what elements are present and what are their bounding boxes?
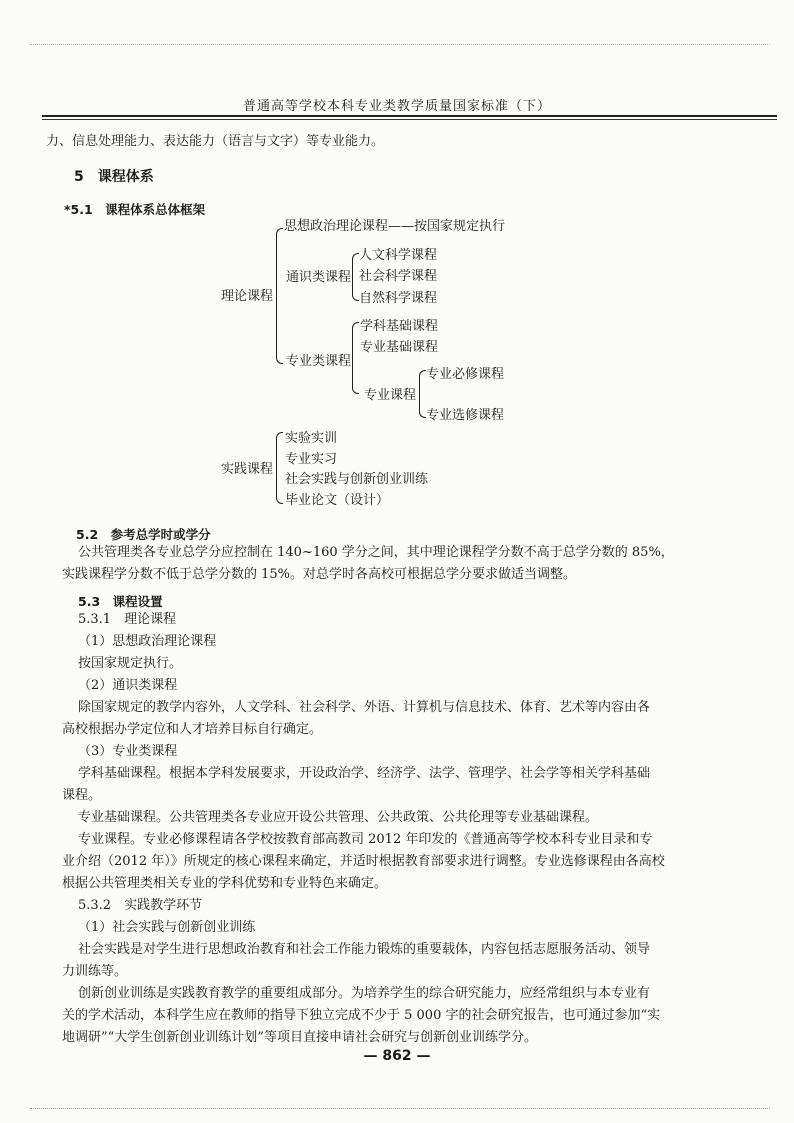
section-5-3-1-heading: 5.3.1 理论课程 (78, 612, 177, 627)
tree-thesis: 毕业论文（设计） (285, 493, 390, 508)
s52-line-1: 公共管理类各专业总学分应控制在 140~160 学分之间，其中理论课程学分数不高于总学分数的 85%， (78, 545, 674, 560)
tree-natural: 自然科学课程 (359, 291, 438, 306)
tree-elective: 专业选修课程 (426, 408, 505, 423)
section-5-heading: 5 课程体系 (74, 169, 154, 185)
tree-social-practice: 社会实践与创新创业训练 (285, 472, 429, 487)
tree-practice-root: 实践课程 (221, 462, 274, 477)
s52-line-2: 实践课程学分数不低于总学分数的 15%。对总学时各高校可根据总学分要求做适当调整。 (62, 567, 577, 582)
tree-major-course: 专业课程 (364, 388, 417, 403)
brace-general (352, 253, 359, 301)
scan-edge-bottom (30, 1108, 770, 1109)
item3-line-4: 专业课程。专业必修课程请各学校按教育部高教司 2012 年印发的《普通高等学校本科专业目录和专 (78, 832, 653, 847)
section-5-2-heading: 5.2 参考总学时或学分 (76, 527, 211, 542)
practice-item1-title: （1）社会实践与创新创业训练 (78, 920, 256, 935)
brace-major-cat (352, 322, 359, 394)
item3-line-2: 课程。 (62, 788, 102, 803)
tree-general: 通识类课程 (286, 270, 352, 285)
tree-humanities: 人文科学课程 (359, 248, 438, 263)
tree-major-basic: 专业基础课程 (360, 340, 439, 355)
practice-line-2: 力训练等。 (62, 964, 128, 979)
page-number: — 862 — (363, 1048, 431, 1064)
section-5-3-2-heading: 5.3.2 实践教学环节 (78, 898, 203, 913)
brace-practice (276, 432, 283, 504)
brace-theory (276, 228, 283, 364)
header-rule-thin (42, 119, 777, 120)
brace-major-course (419, 370, 426, 418)
header-rule (42, 115, 777, 117)
tree-required: 专业必修课程 (426, 367, 505, 382)
item2-title: （2）通识类课程 (78, 678, 178, 693)
section-5-1-heading: *5.1 课程体系总体框架 (64, 202, 206, 217)
practice-line-4: 关的学术活动，本科学生应在教师的指导下独立完成不少于 5 000 字的社会研究报告，也可通过参加“实 (62, 1008, 661, 1023)
tree-subject-basic: 学科基础课程 (360, 319, 439, 334)
item3-line-1: 学科基础课程。根据本学科发展要求，开设政治学、经济学、法学、管理学、社会学等相关学科基础 (78, 766, 651, 781)
intro-line: 力、信息处理能力、表达能力（语言与文字）等专业能力。 (46, 134, 385, 149)
item2-line-2: 高校根据办学定位和人才培养目标自行确定。 (62, 722, 323, 737)
tree-internship: 专业实习 (285, 452, 338, 467)
item2-line-1: 除国家规定的教学内容外，人文学科、社会科学、外语、计算机与信息技术、体育、艺术等内容由各 (78, 700, 651, 715)
tree-social: 社会科学课程 (359, 269, 438, 284)
practice-line-5: 地调研”“大学生创新创业训练计划”等项目直接申请社会研究与创新创业训练学分。 (62, 1030, 537, 1045)
running-header: 普通高等学校本科专业类教学质量国家标准（下） (242, 99, 551, 114)
item3-line-3: 专业基础课程。公共管理类各专业应开设公共管理、公共政策、公共伦理等专业基础课程。 (78, 810, 599, 825)
practice-line-1: 社会实践是对学生进行思想政治教育和社会工作能力锻炼的重要载体，内容包括志愿服务活动、领导 (78, 942, 651, 957)
tree-theory-root: 理论课程 (221, 289, 274, 304)
item3-title: （3）专业类课程 (78, 744, 178, 759)
tree-ideology: 思想政治理论课程——按国家规定执行 (284, 219, 506, 234)
tree-major-cat: 专业类课程 (286, 354, 352, 369)
item1-title: （1）思想政治理论课程 (78, 634, 217, 649)
scan-edge-top (30, 44, 770, 45)
tree-experiment: 实验实训 (285, 431, 338, 446)
item3-line-6: 根据公共管理类相关专业的学科优势和专业特色来确定。 (62, 876, 388, 891)
practice-line-3: 创新创业训练是实践教育教学的重要组成部分。为培养学生的综合研究能力，应经常组织与本专业有 (78, 986, 651, 1001)
section-5-3-heading: 5.3 课程设置 (78, 594, 163, 609)
item1-text: 按国家规定执行。 (78, 656, 183, 671)
item3-line-5: 业介绍（2012 年）》所规定的核心课程来确定，并适时根据教育部要求进行调整。专业选修课程由各高校 (62, 854, 665, 869)
